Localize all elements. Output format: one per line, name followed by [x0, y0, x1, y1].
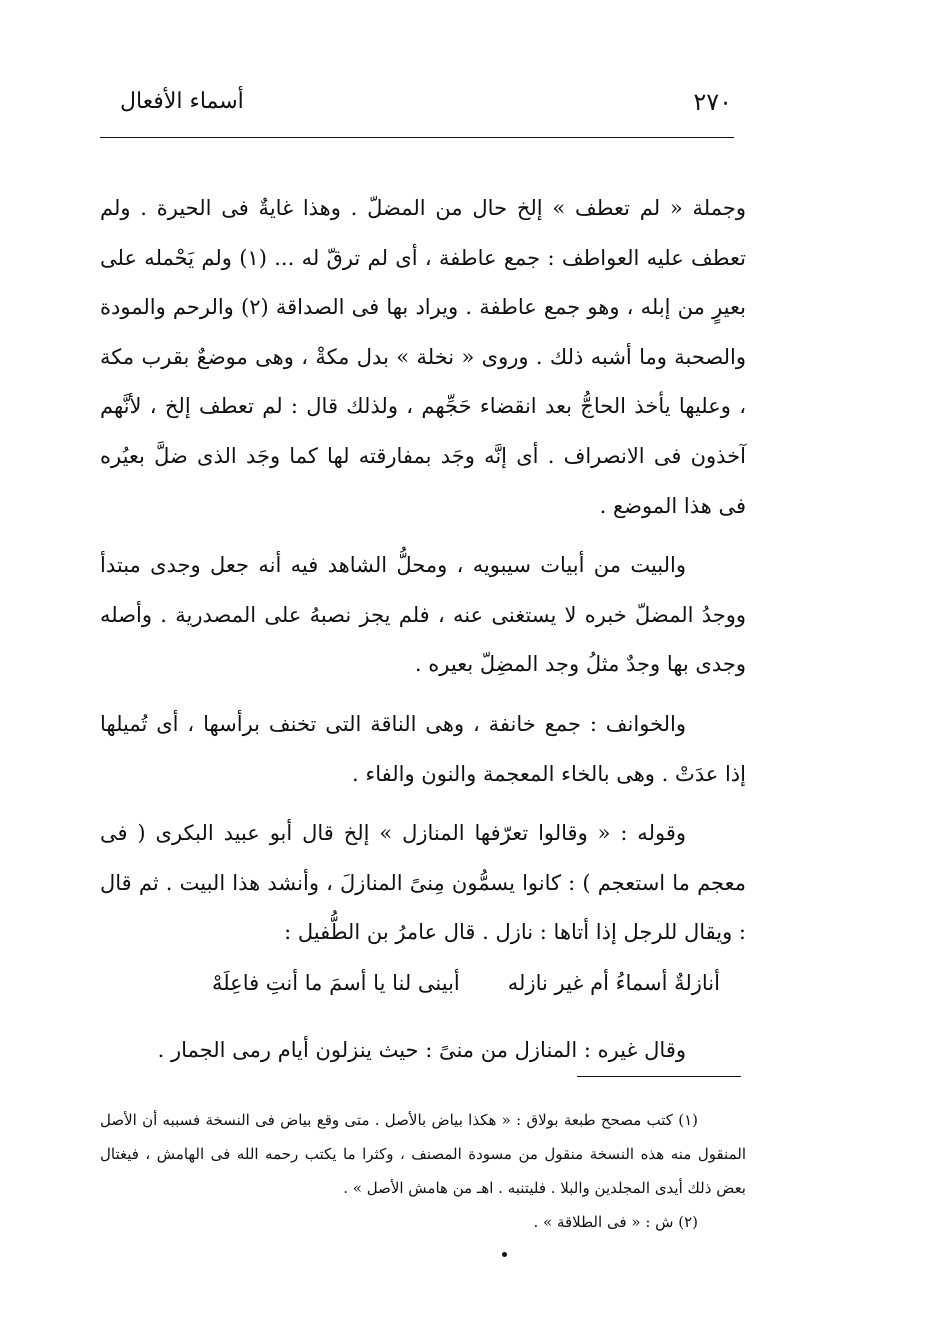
footnote-rule: [577, 1076, 741, 1077]
footnotes: [100, 1103, 746, 1239]
paragraph-5: وقال غيره : المنازل من منىً : حيث ينزلون أيام رمى الجمار .: [157, 1037, 686, 1062]
printer-mark-dot: [502, 1252, 507, 1257]
verse-second-hemistich: أبينى لنا يا أسمَ ما أنتِ فاعِلَهْ: [211, 970, 460, 995]
footnote-1: (١) كتب مصحح طبعة بولاق : « هكذا بياض بالأصل . متى وقع بياض فى النسخة فسببه أن الأصل المنقول منه هذه النسخة منقول من مسودة المصنف ، وكثرا ما يكتب رحمه الله فى الهامش ، فيغتال بعض ذلك أيدى المجلدين والبلا . فليتنبه . اهـ من هامش الأصل » .: [100, 1111, 746, 1197]
header-rule: [100, 137, 734, 138]
running-head: [100, 84, 740, 124]
page-number: ٢٧٠: [693, 88, 732, 116]
main-text: [100, 184, 746, 1076]
paragraph-4: وقوله : « وقالوا تعرّفها المنازل » إلخ قال أبو عبيد البكرى ( فى معجم ما استعجم ) : كانوا يسمُّون مِنىً المنازلَ ، وأنشد هذا البيت . ثم قال : ويقال للرجل إذا أتاها : نازل . قال عامرُ بن الطُّفيل :: [100, 821, 746, 945]
verse-first-hemistich: أنازلةٌ أسماءُ أم غير نازله: [507, 970, 720, 995]
paragraph-3: والخوانف : جمع خانفة ، وهى الناقة التى تخنف برأسها ، أى تُميلها إذا عدَتْ . وهى بالخاء المعجمة والنون والفاء .: [100, 711, 746, 786]
running-title: أسماء الأفعال: [120, 89, 244, 114]
paragraph-1: وجملة « لم تعطف » إلخ حال من المضلّ . وهذا غايةٌ فى الحيرة . ولم تعطف عليه العواطف : جمع عاطفة ، أى لم ترقّ له ... (١) ولم يَحْمله على بعيرٍ من إبله ، وهو جمع عاطفة . ويراد بها فى الصداقة (٢) والرحم والمودة والصحبة وما أشبه ذلك . وروى « نخلة » بدل مكةْ ، وهى موضعٌ بقرب مكة ، وعليها يأخذ الحاجُّ بعد انقضاء حَجِّهم ، ولذلك قال : لم تعطف إلخ ، لأنَّهم آخذون فى الانصراف . أى إنَّه وجَد بمفارقته لها كما وجَد الذى ضلَّ بعيُره فى هذا الموضع .: [100, 196, 746, 518]
poetry-verse: [100, 958, 746, 1008]
footnote-2: (٢) ش : « فى الطلاقة » .: [533, 1213, 698, 1231]
paragraph-2: والبيت من أبيات سيبويه ، ومحلُّ الشاهد فيه أنه جعل وجدى مبتدأ ووجدُ المضلّ خبره لا يستغنى عنه ، فلم يجز نصبهُ على المصدرية . وأصله وجدى بها وجدٌ مثلُ وجد المضِلّ بعيره .: [100, 553, 746, 677]
